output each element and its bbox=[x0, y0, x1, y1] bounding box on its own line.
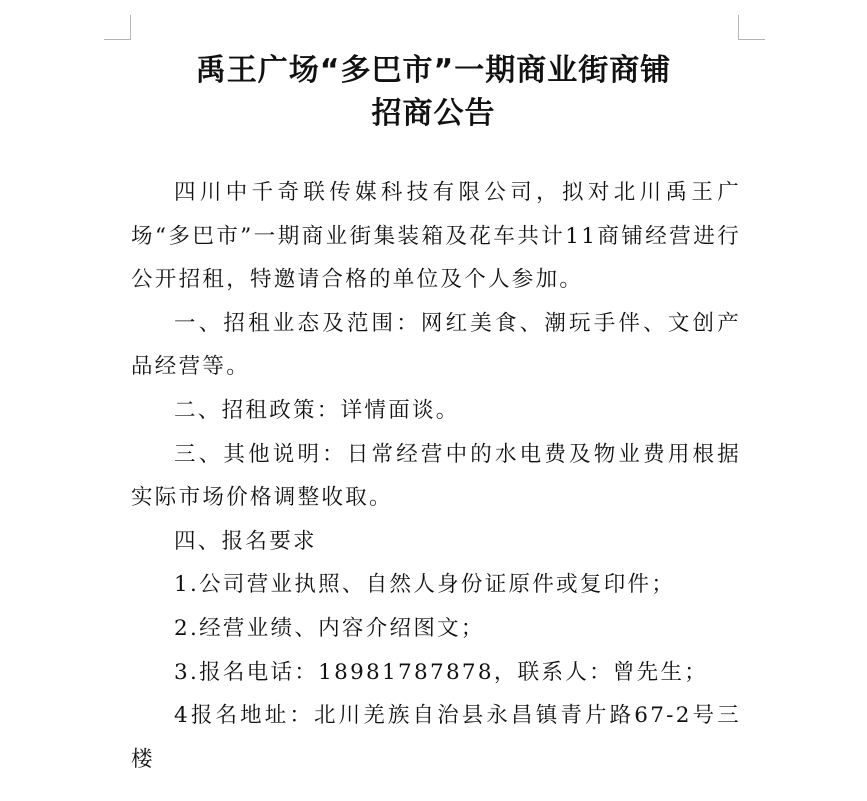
document-title-line-1: 禹王广场“多巴市”一期商业街商铺 bbox=[195, 53, 672, 88]
paragraph-policy: 二、招租政策：详情面谈。 bbox=[174, 397, 460, 423]
paragraph-business-scope: 一、招租业态及范围：网红美食、潮玩手伴、文创产品经营等。 bbox=[131, 310, 741, 380]
crop-mark-top-left bbox=[104, 15, 131, 40]
paragraph-intro: 四川中千奇联传媒科技有限公司，拟对北川禹王广场“多巴市”一期商业街集装箱及花车共计11商铺经营进行公开招租，特邀请合格的单位及个人参加。 bbox=[131, 180, 741, 293]
paragraph-other-notes: 三、其他说明：日常经营中的水电费及物业费用根据实际市场价格调整收取。 bbox=[131, 441, 741, 511]
requirement-item-1: 1.公司营业执照、自然人身份证原件或复印件； bbox=[174, 572, 676, 598]
document-body bbox=[131, 171, 741, 781]
paragraph-requirements-heading: 四、报名要求 bbox=[174, 528, 317, 554]
requirement-item-3: 3.报名电话：18981787878，联系人：曾先生； bbox=[174, 659, 709, 685]
document-title-line-2: 招商公告 bbox=[371, 96, 496, 131]
requirement-item-2: 2.经营业绩、内容介绍图文； bbox=[174, 615, 485, 641]
crop-mark-top-right bbox=[738, 15, 765, 40]
requirement-item-4: 4报名地址：北川羌族自治县永昌镇青片路67-2号三楼 bbox=[131, 703, 741, 772]
